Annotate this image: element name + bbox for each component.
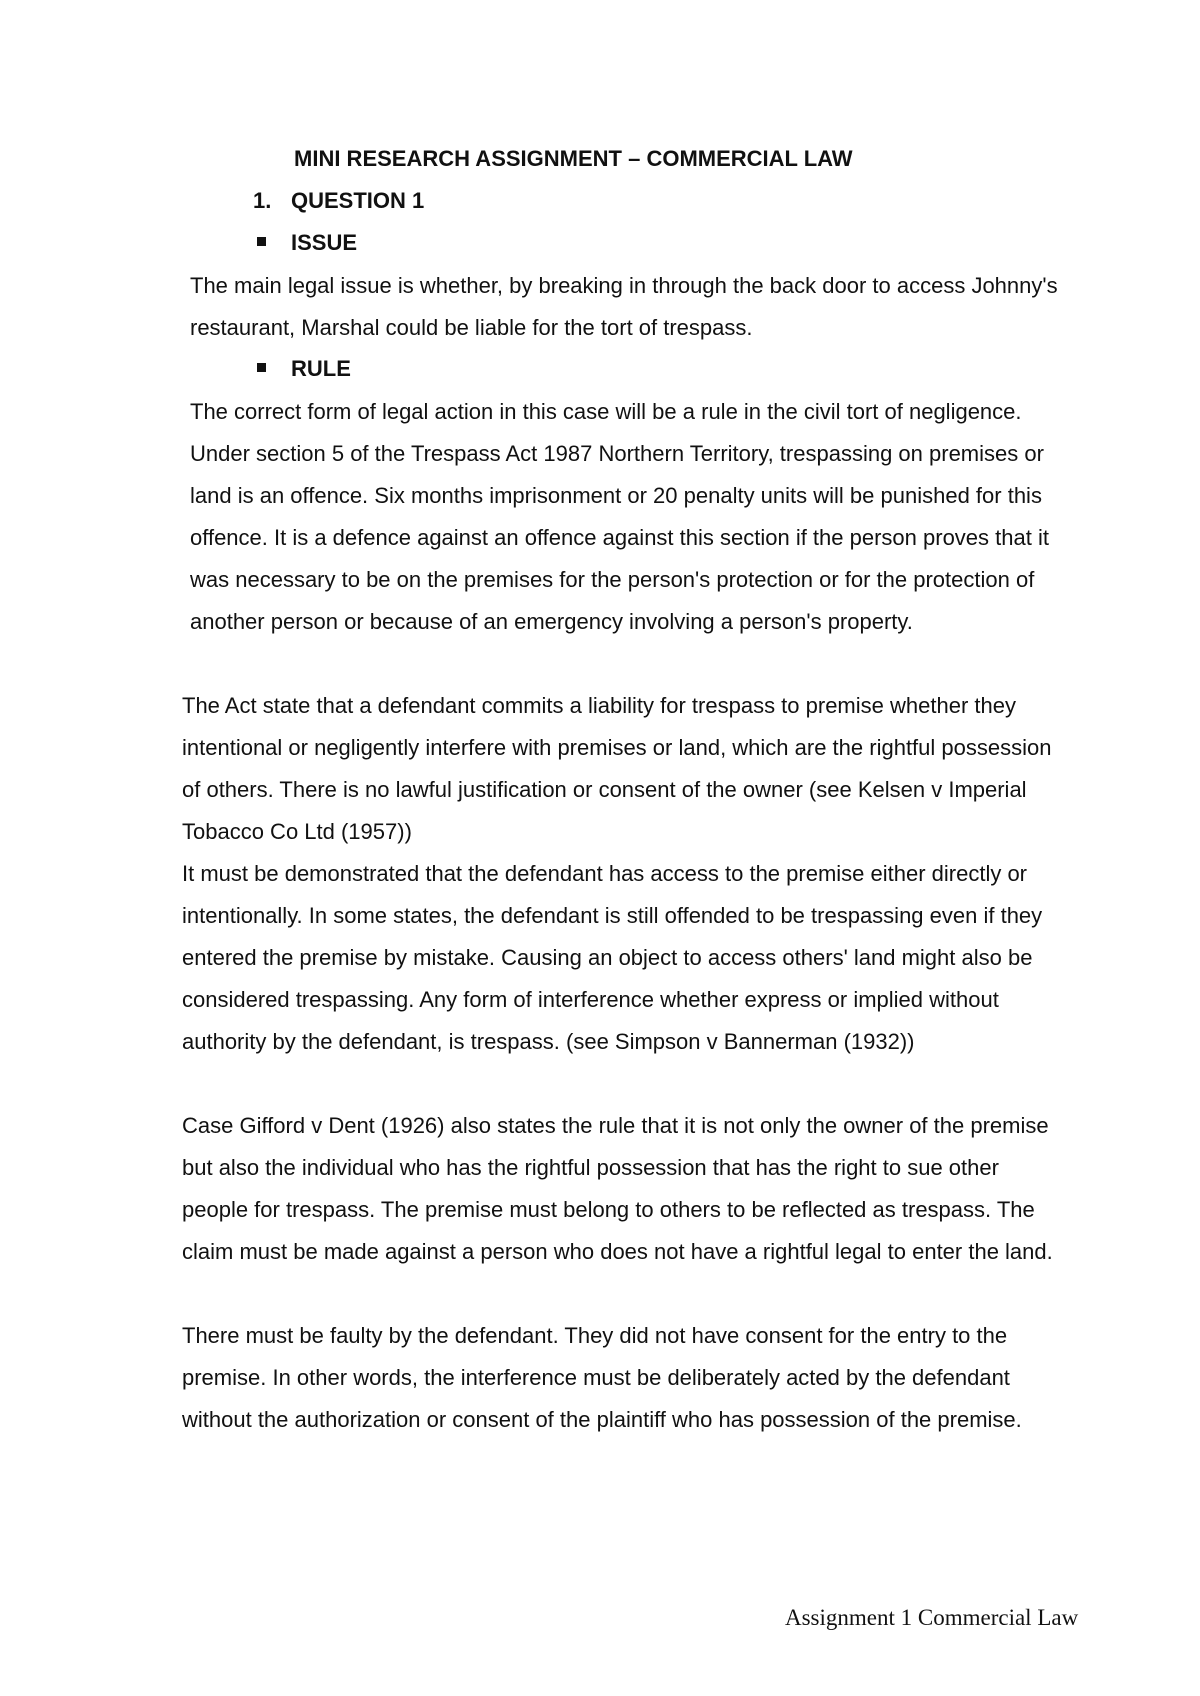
question-label: QUESTION 1: [291, 188, 425, 213]
body-paragraph: Case Gifford v Dent (1926) also states the rule that it is not only the owner of the premise but also the individual who has the rightful possession that has the right to sue other people for trespass. The premise must belong to others to be reflected as trespass. The claim must be made against a person who does not have a rightful legal to enter the land.: [182, 1113, 1053, 1264]
page-title: MINI RESEARCH ASSIGNMENT – COMMERCIAL LAW: [294, 146, 853, 171]
body-paragraph: There must be faulty by the defendant. They did not have consent for the entry to the premise. In other words, the interference must be deliberately acted by the defendant without the authorization or consent of the plaintiff who has possession of the premise.: [182, 1323, 1022, 1432]
question-number: 1.: [253, 188, 272, 213]
question-heading: [253, 188, 424, 214]
rule-heading-label: RULE: [291, 356, 351, 381]
rule-paragraph: The correct form of legal action in this case will be a rule in the civil tort of negligence. Under section 5 of the Trespass Act 1987 Northern Territory, trespassing on premises or land is an offence. Six months imprisonment or 20 penalty units will be punished for this offence. It is a defence against an offence against this section if the person proves that it was necessary to be on the premises for the person's protection or for the protection of another person or because of an emergency involving a person's property.: [190, 399, 1049, 634]
body-paragraph: It must be demonstrated that the defendant has access to the premise either directly or intentionally. In some states, the defendant is still offended to be trespassing even if they entered the premise by mistake. Causing an object to access others' land might also be considered trespassing. Any form of interference whether express or implied without authority by the defendant, is trespass. (see Simpson v Bannerman (1932)): [182, 861, 1043, 1054]
issue-paragraph: The main legal issue is whether, by breaking in through the back door to access Johnny's restaurant, Marshal could be liable for the tort of trespass.: [190, 273, 1058, 340]
square-bullet-icon: [257, 363, 266, 372]
page-footer: Assignment 1 Commercial Law: [785, 1605, 1079, 1630]
body-paragraph: The Act state that a defendant commits a liability for trespass to premise whether they intentional or negligently interfere with premises or land, which are the rightful possession of others. There is no lawful justification or consent of the owner (see Kelsen v Imperial Tobacco Co Ltd (1957)): [182, 693, 1052, 844]
rule-heading: [257, 356, 351, 382]
issue-heading: [257, 230, 357, 256]
square-bullet-icon: [257, 237, 266, 246]
issue-heading-label: ISSUE: [291, 230, 358, 255]
